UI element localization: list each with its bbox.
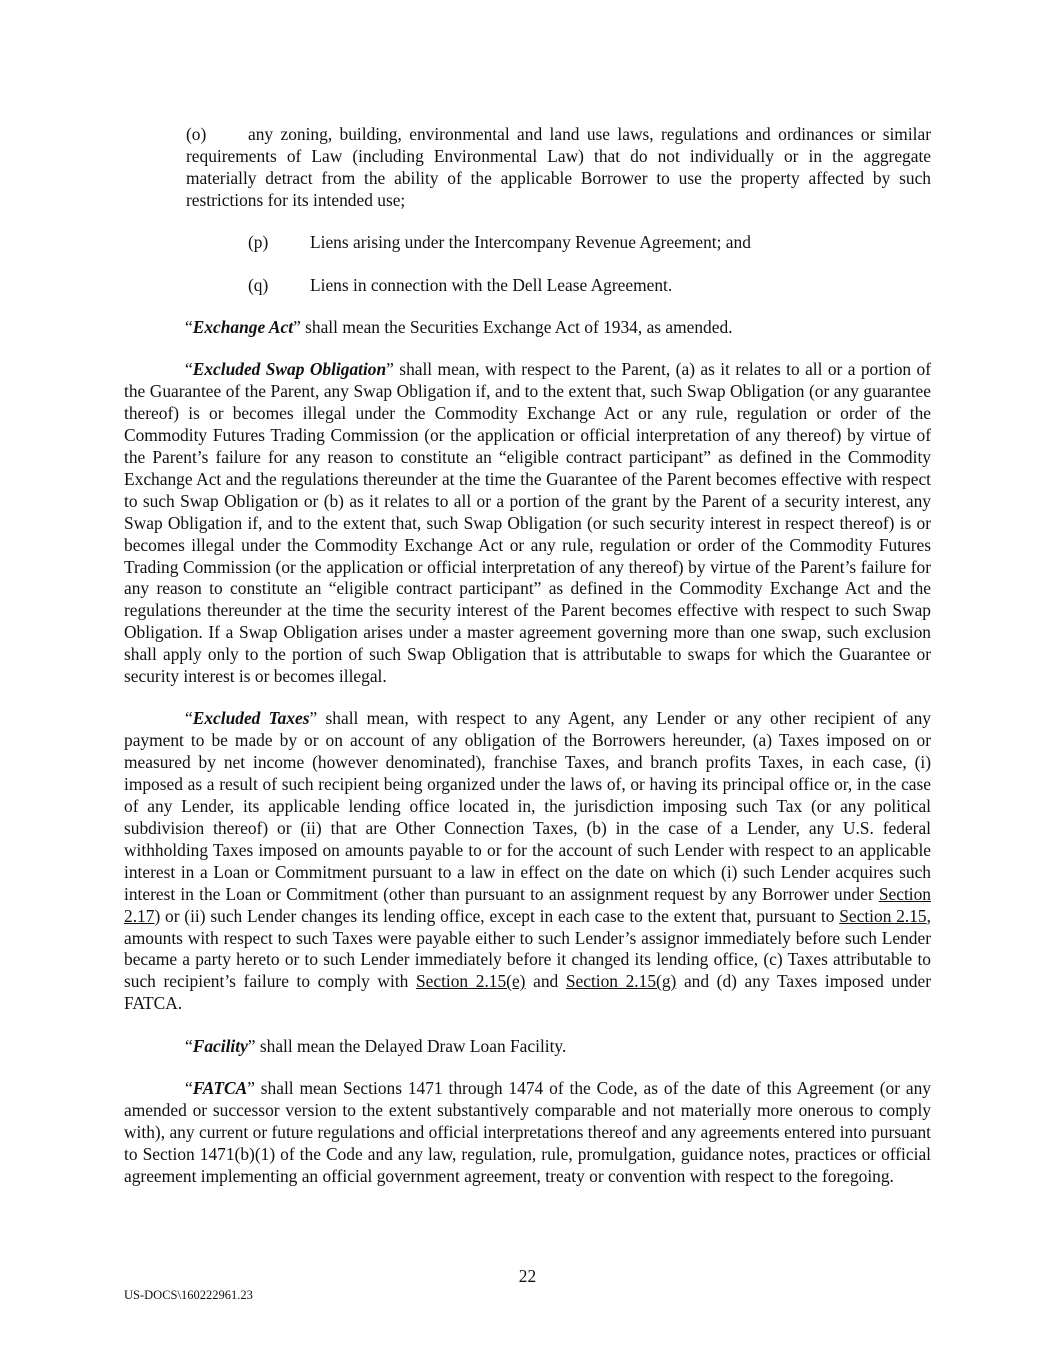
- definition-text-part-5: and (d) any Taxes imposed under FATCA.: [124, 971, 932, 1014]
- document-id: US-DOCS\160222961.23: [124, 1288, 253, 1302]
- clause-q-label: (q): [248, 274, 269, 295]
- defined-term: Excluded Taxes: [192, 708, 310, 729]
- clause-o-label: (o): [186, 124, 207, 144]
- section-reference-link[interactable]: Section 2.17: [124, 883, 931, 926]
- section-reference-link[interactable]: Section 2.15(e): [415, 971, 526, 992]
- open-quote: “: [185, 1078, 193, 1099]
- clause-o-text: any zoning, building, environmental and land use laws, regulations and ordinances or similar requirements of Law (including Environmental Law) that do not individually or in the aggregate materially detract from the ability of the applicable Borrower to use the property affected by such restrictions for its intended use;: [186, 124, 931, 210]
- definition-text: ” shall mean the Delayed Draw Loan Facility.: [247, 1035, 567, 1056]
- open-quote: “: [185, 708, 193, 729]
- definition-fatca: [124, 1078, 931, 1188]
- definition-text: ” shall mean Sections 1471 through 1474 of the Code, as of the date of this Agreement (or any amended or successor version to the extent substantively comparable and not materially more onerous to comply with), any current or future regulations and official interpretations thereof and any agreements entered into pursuant to Section 1471(b)(1) of the Code and any law, regulation, rule, promulgation, guidance notes, practices or official agreement implementing an official government agreement, treaty or convention with respect to the foregoing.: [124, 1078, 931, 1186]
- defined-term: Excluded Swap Obligation: [192, 359, 387, 380]
- defined-term: FATCA: [192, 1078, 248, 1099]
- document-page: [124, 124, 931, 1208]
- definition-text-part-2: ) or (ii) such Lender changes its lending office, except in each case to the extent that, pursuant to: [154, 905, 840, 926]
- page-number: 22: [518, 1266, 537, 1286]
- definition-excluded-taxes: [124, 708, 931, 1015]
- definition-excluded-swap-obligation: [124, 359, 931, 688]
- definition-facility: [124, 1036, 931, 1058]
- defined-term: Exchange Act: [192, 316, 294, 337]
- definition-text-part-3: , amounts with respect to such Taxes were payable either to such Lender’s assignor immediately before such Lender became a party hereto or to such Lender immediately before it changed its lending office, (c) Taxes attributable to such recipient’s failure to comply with: [124, 905, 931, 992]
- clause-p-text: Liens arising under the Intercompany Revenue Agreement; and: [310, 232, 751, 253]
- clause-q-text: Liens in connection with the Dell Lease Agreement.: [310, 274, 673, 295]
- defined-term: Facility: [192, 1035, 248, 1056]
- clause-p: [248, 232, 931, 254]
- clause-q: [248, 275, 931, 297]
- open-quote: “: [185, 1035, 193, 1056]
- definition-text-part-1: ” shall mean, with respect to any Agent, any Lender or any other recipient of any payment to be made by or on account of any obligation of the Borrowers hereunder, (a) Taxes imposed on or measured by net income (however denominated), franchise Taxes, and branch profits Taxes, in each case, (i) imposed as a result of such recipient being organized under the laws of, or having its principal office or, in the case of any Lender, its applicable lending office located in, the jurisdiction imposing such Tax (or any political subdivision thereof) or (ii) that are Other Connection Taxes, (b) in the case of a Lender, any U.S. federal withholding Taxes imposed on amounts payable to or for the account of such Lender with respect to an applicable interest in a Loan or Commitment pursuant to a law in effect on the date on which (i) such Lender acquires such interest in the Loan or Commitment (other than pursuant to an assignment request by any Borrower under: [124, 708, 931, 904]
- section-reference-link[interactable]: Section 2.15(g): [565, 971, 677, 992]
- definition-text-part-4: and: [525, 971, 566, 992]
- open-quote: “: [185, 316, 193, 337]
- clause-p-label: (p): [248, 232, 269, 253]
- clause-o: [186, 124, 931, 212]
- definition-exchange-act: [124, 317, 931, 339]
- open-quote: “: [185, 359, 193, 380]
- definition-text: ” shall mean, with respect to the Parent, (a) as it relates to all or a portion of the Guarantee of the Parent, any Swap Obligation if, and to the extent that, such Swap Obligation (or any guarantee thereof) is or becomes illegal under the Commodity Exchange Act or any rule, regulation or order of the Commodity Futures Trading Commission (or the application or official interpretation of any thereof) by virtue of the Parent’s failure for any reason to constitute an “eligible contract participant” as defined in the Commodity Exchange Act and the regulations thereunder at the time the Guarantee of the Parent becomes effective with respect to such Swap Obligation or (b) as it relates to all or a portion of the grant by the Parent of a security interest, any Swap Obligation if, and to the extent that, such Swap Obligation (or such security interest in respect thereof) is or becomes illegal under the Commodity Exchange Act or any rule, regulation or order of the Commodity Futures Trading Commission (or the application or official interpretation of any thereof) by virtue of the Parent’s failure for any reason to constitute an “eligible contract participant” as defined in the Commodity Exchange Act and the regulations thereunder at the time the security interest of the Parent becomes effective with respect to such Swap Obligation. If a Swap Obligation arises under a master agreement governing more than one swap, such exclusion shall apply only to the portion of such Swap Obligation that is attributable to swaps for which the Guarantee or security interest is or becomes illegal.: [124, 359, 931, 687]
- section-reference-link[interactable]: Section 2.15: [839, 905, 927, 926]
- definition-text: ” shall mean the Securities Exchange Act of 1934, as amended.: [293, 316, 733, 337]
